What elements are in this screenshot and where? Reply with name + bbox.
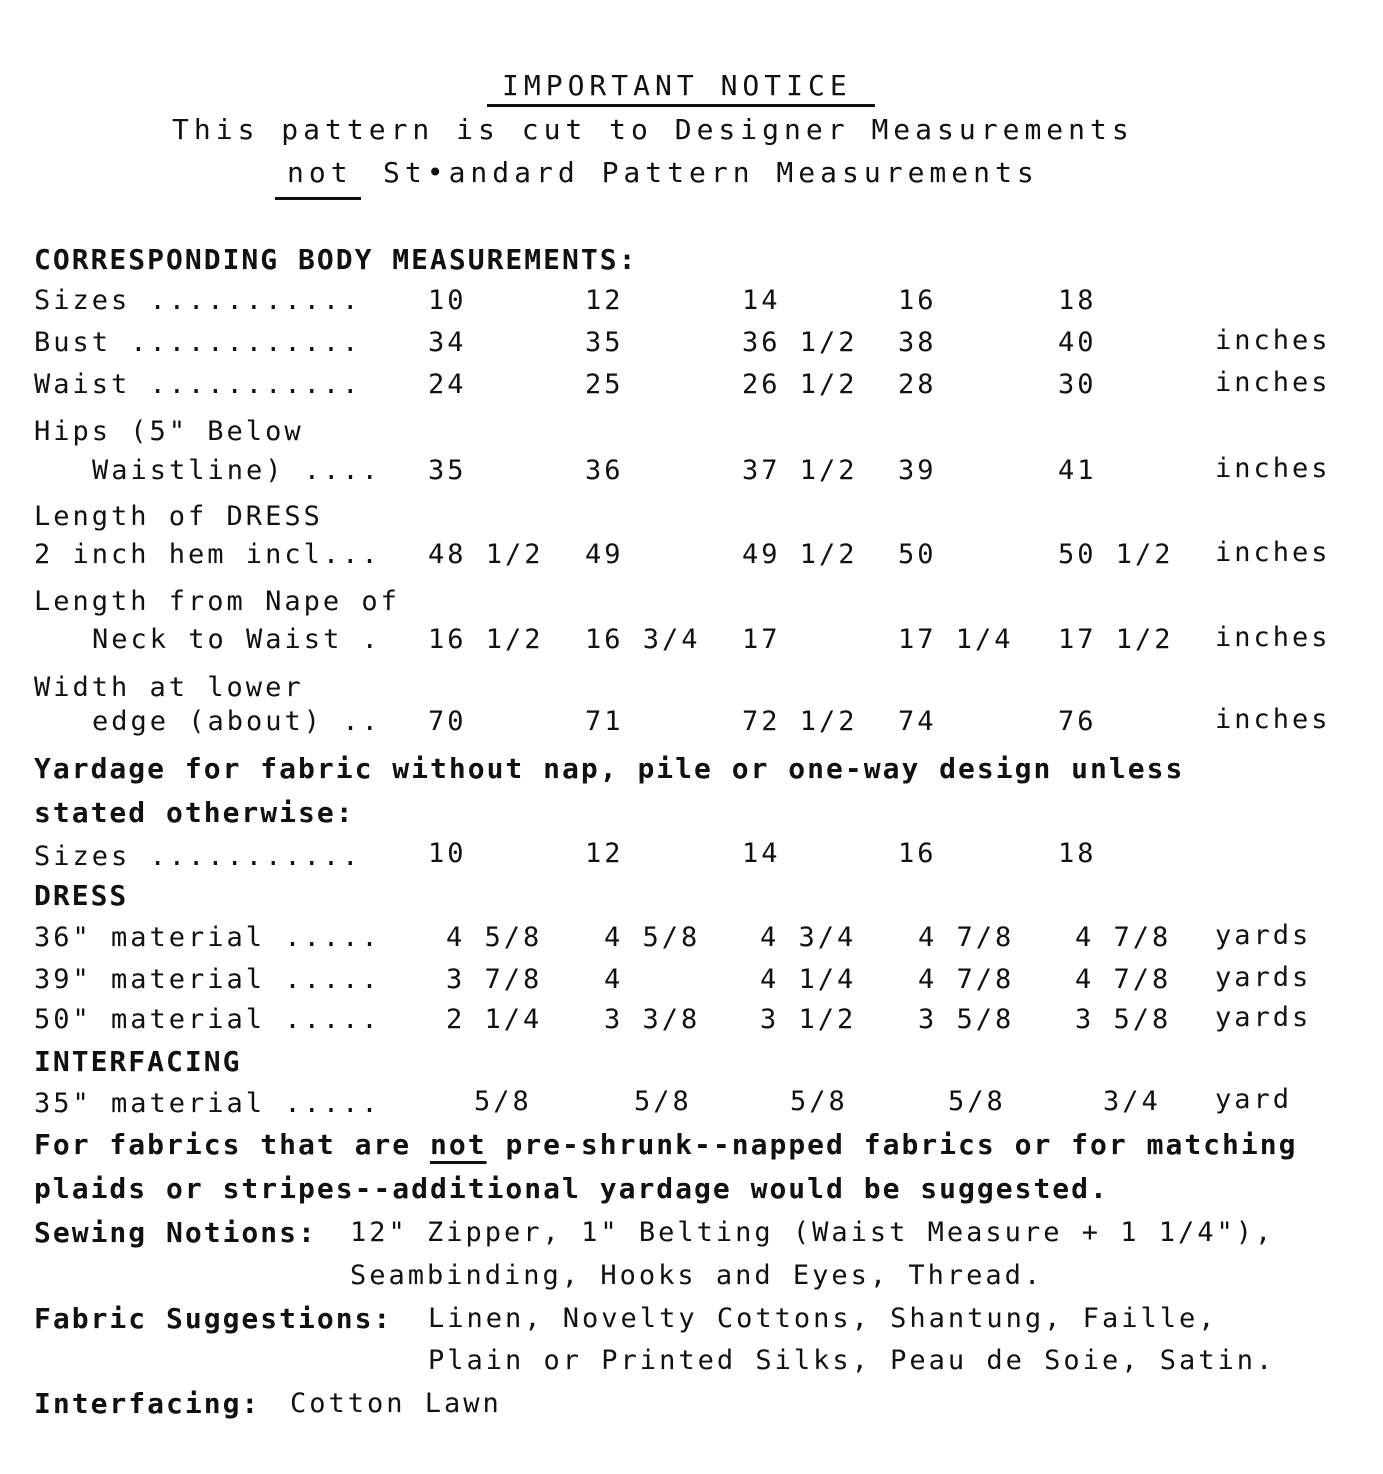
preshrunk-note-line-2: plaids or stripes--additional yardage would be suggested. <box>34 1172 1109 1205</box>
preshrunk-note-line-1 <box>34 1128 1298 1161</box>
notice-title-underline <box>487 104 875 107</box>
body-measurements-heading: CORRESPONDING BODY MEASUREMENTS: <box>34 243 638 276</box>
measurement-value: 17 1/4 <box>898 624 1014 655</box>
dress-yardage-value: 2 1/4 <box>446 1004 543 1035</box>
interfacing-yardage-value: 5/8 <box>474 1086 532 1117</box>
measurement-label: Sizes ........... <box>34 285 362 316</box>
interfacing-value: Cotton Lawn <box>290 1388 502 1419</box>
interfacing-yardage-value: 5/8 <box>948 1086 1006 1117</box>
sewing-notions-line-1: 12" Zipper, 1" Belting (Waist Measure + 1 1/4"), <box>350 1217 1275 1248</box>
preshrunk-post: pre-shrunk--napped fabrics or for matching <box>486 1128 1298 1161</box>
notice-not-underline <box>275 197 361 200</box>
measurement-value: 39 <box>898 455 937 486</box>
dress-yardage-value: 4 5/8 <box>604 922 701 953</box>
measurement-value: 10 <box>428 285 467 316</box>
measurement-value: 71 <box>585 706 624 737</box>
measurement-value: 36 1/2 <box>742 327 858 358</box>
measurement-value: 30 <box>1058 369 1097 400</box>
measurement-value: 41 <box>1058 455 1097 486</box>
yardage-heading-line-2: stated otherwise: <box>34 796 355 829</box>
fabric-suggestions-line-1: Linen, Novelty Cottons, Shantung, Faille, <box>428 1303 1218 1334</box>
dress-yardage-value: 4 7/8 <box>1075 922 1172 953</box>
dress-yardage-value: 3 3/8 <box>604 1004 701 1035</box>
measurement-value: 40 <box>1058 327 1097 358</box>
measurement-unit: inches <box>1215 622 1331 653</box>
measurement-value: 48 1/2 <box>428 539 544 570</box>
interfacing-label: Interfacing: <box>34 1387 261 1420</box>
measurement-label-cont: 2 inch hem incl... <box>34 539 381 570</box>
measurement-unit: inches <box>1215 704 1331 735</box>
fabric-suggestions-line-2: Plain or Printed Silks, Peau de Soie, Satin. <box>428 1345 1276 1376</box>
notice-line-2-rest: St•andard Pattern Measurements <box>383 156 1039 189</box>
notice-line-1: This pattern is cut to Designer Measurements <box>172 113 1134 146</box>
measurement-label-cont: edge (about) .. <box>92 706 381 737</box>
measurement-value: 12 <box>585 285 624 316</box>
interfacing-yardage-value: 3/4 <box>1103 1086 1161 1117</box>
dress-yardage-value: 4 7/8 <box>918 964 1015 995</box>
measurement-value: 49 1/2 <box>742 539 858 570</box>
measurement-value: 17 1/2 <box>1058 624 1174 655</box>
interfacing-yardage-value: 5/8 <box>634 1086 692 1117</box>
measurement-value: 37 1/2 <box>742 455 858 486</box>
interfacing-heading: INTERFACING <box>34 1045 242 1078</box>
notice-title: IMPORTANT NOTICE <box>502 69 852 102</box>
measurement-unit: inches <box>1215 367 1331 398</box>
measurement-value: 36 <box>585 455 624 486</box>
measurement-label: Length from Nape of <box>34 586 400 617</box>
dress-yardage-value: 3 5/8 <box>1075 1004 1172 1035</box>
measurement-value: 17 <box>742 624 781 655</box>
measurement-unit: inches <box>1215 537 1331 568</box>
measurement-value: 16 1/2 <box>428 624 544 655</box>
measurement-value: 26 1/2 <box>742 369 858 400</box>
measurement-value: 16 <box>898 285 937 316</box>
dress-yardage-unit: yards <box>1215 962 1312 993</box>
measurement-unit: inches <box>1215 325 1331 356</box>
measurement-label-cont: Waistline) .... <box>92 455 381 486</box>
fabric-suggestions-label: Fabric Suggestions: <box>34 1302 393 1335</box>
sewing-notions-line-2: Seambinding, Hooks and Eyes, Thread. <box>350 1260 1044 1291</box>
yardage-size: 10 <box>428 838 467 869</box>
dress-yardage-value: 3 1/2 <box>760 1004 857 1035</box>
measurement-value: 35 <box>585 327 624 358</box>
measurement-value: 16 3/4 <box>585 624 701 655</box>
measurement-value: 50 <box>898 539 937 570</box>
interfacing-material-label: 35" material ..... <box>34 1088 381 1119</box>
preshrunk-not: not <box>430 1128 487 1161</box>
measurement-label-cont: Neck to Waist . <box>92 624 381 655</box>
yardage-size: 16 <box>898 838 937 869</box>
yardage-size: 14 <box>742 838 781 869</box>
dress-material-label: 39" material ..... <box>34 964 381 995</box>
measurement-value: 76 <box>1058 706 1097 737</box>
measurement-label: Length of DRESS <box>34 501 323 532</box>
measurement-value: 25 <box>585 369 624 400</box>
dress-yardage-value: 4 <box>604 964 624 995</box>
dress-yardage-value: 4 7/8 <box>918 922 1015 953</box>
yardage-sizes-label: Sizes ........... <box>34 841 362 872</box>
yardage-size: 12 <box>585 838 624 869</box>
measurement-value: 35 <box>428 455 467 486</box>
measurement-unit: inches <box>1215 453 1331 484</box>
measurement-label: Hips (5" Below <box>34 416 304 447</box>
dress-heading: DRESS <box>34 879 129 912</box>
measurement-value: 24 <box>428 369 467 400</box>
measurement-value: 50 1/2 <box>1058 539 1174 570</box>
measurement-label: Waist ........... <box>34 369 362 400</box>
measurement-value: 74 <box>898 706 937 737</box>
yardage-heading-line-1: Yardage for fabric without nap, pile or one-way design unless <box>34 752 1185 785</box>
measurement-value: 18 <box>1058 285 1097 316</box>
measurement-value: 72 1/2 <box>742 706 858 737</box>
measurement-value: 14 <box>742 285 781 316</box>
interfacing-yardage-unit: yard <box>1215 1084 1293 1115</box>
measurement-value: 34 <box>428 327 467 358</box>
dress-yardage-value: 4 1/4 <box>760 964 857 995</box>
dress-material-label: 36" material ..... <box>34 922 381 953</box>
dress-yardage-value: 3 5/8 <box>918 1004 1015 1035</box>
notice-line-2-underlined: not <box>287 156 353 189</box>
dress-yardage-value: 4 7/8 <box>1075 964 1172 995</box>
yardage-size: 18 <box>1058 838 1097 869</box>
dress-yardage-unit: yards <box>1215 920 1312 951</box>
measurement-label: Width at lower <box>34 672 304 703</box>
measurement-value: 70 <box>428 706 467 737</box>
dress-yardage-value: 3 7/8 <box>446 964 543 995</box>
measurement-value: 28 <box>898 369 937 400</box>
dress-yardage-value: 4 3/4 <box>760 922 857 953</box>
dress-yardage-unit: yards <box>1215 1002 1312 1033</box>
measurement-label: Bust ............ <box>34 327 362 358</box>
preshrunk-pre: For fabrics that are <box>34 1128 431 1161</box>
dress-yardage-value: 4 5/8 <box>446 922 543 953</box>
measurement-value: 38 <box>898 327 937 358</box>
interfacing-yardage-value: 5/8 <box>790 1086 848 1117</box>
dress-material-label: 50" material ..... <box>34 1004 381 1035</box>
sewing-notions-label: Sewing Notions: <box>34 1216 317 1249</box>
measurement-value: 49 <box>585 539 624 570</box>
